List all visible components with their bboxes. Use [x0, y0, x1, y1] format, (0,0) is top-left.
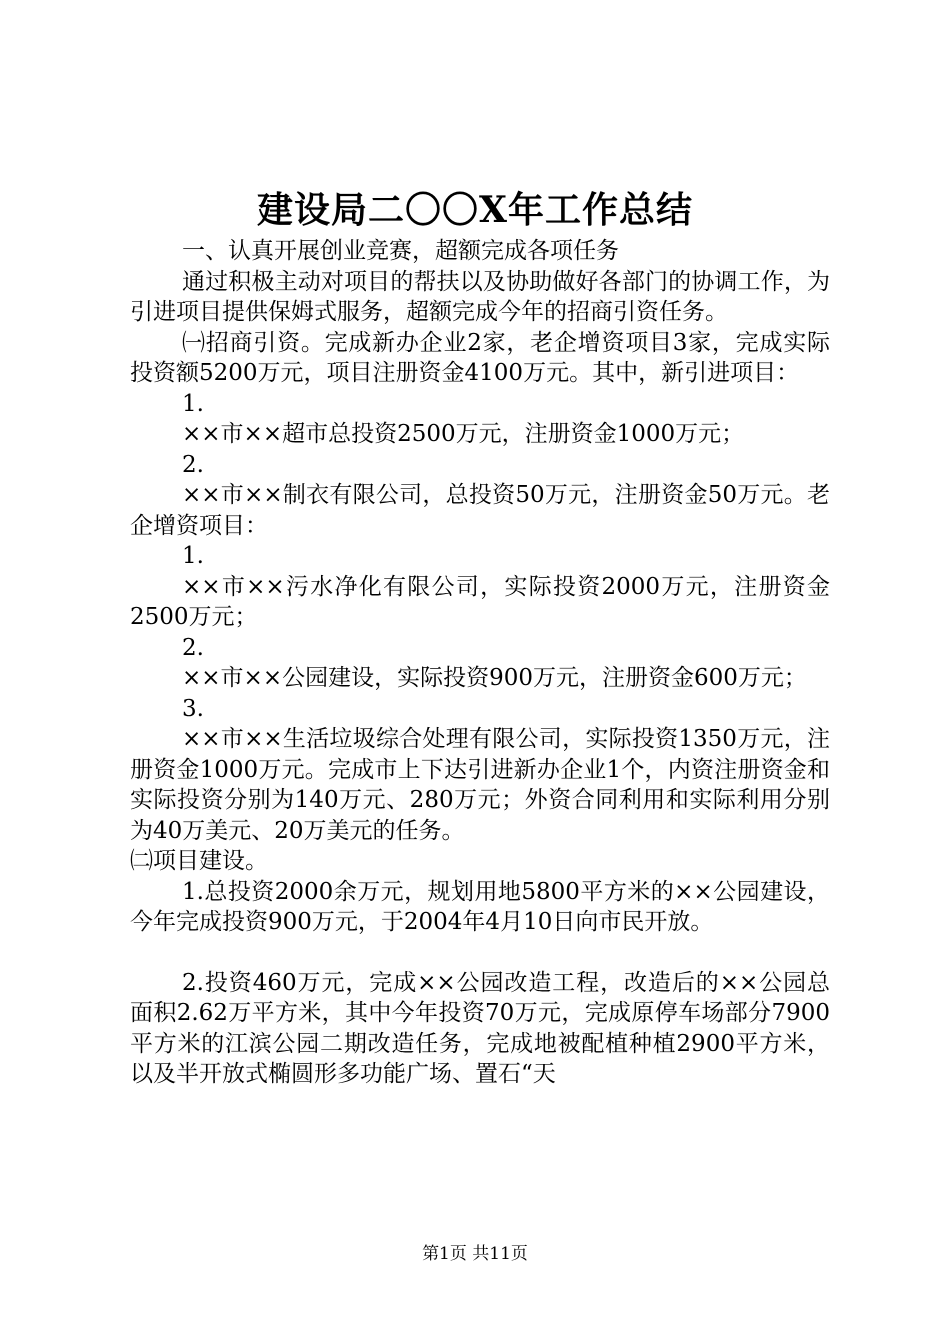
list-item: ××市××制衣有限公司，总投资50万元，注册资金50万元。老企增资项目： — [130, 482, 830, 539]
list-number: 2. — [182, 634, 204, 661]
list-item: ××市××公园建设，实际投资900万元，注册资金600万元； — [182, 665, 807, 691]
page-footer: 第1页 共11页 — [422, 1244, 528, 1264]
paragraph: 1.总投资2000余万元，规划用地5800平方米的××公园建设，今年完成投资900万元，于2004年4月10日向市民开放。 — [130, 878, 830, 935]
paragraph-gap — [130, 938, 830, 968]
paragraph: ㈠招商引资。完成新办企业2家，老企增资项目3家，完成实际投资额5200万元，项目注册资金4100万元。其中，新引进项目： — [130, 329, 830, 386]
list-number: 1. — [182, 390, 204, 417]
section-heading: 一、认真开展创业竞赛，超额完成各项任务 — [182, 238, 619, 264]
paragraph: 2.投资460万元，完成××公园改造工程，改造后的××公园总面积2.62万平方米，其中今年投资70万元，完成原停车场部分7900平方米的江滨公园二期改造任务，完成地被配植种植2900平方米，以及半开放式椭圆形多功能广场、置石“天 — [130, 969, 830, 1087]
list-item: ××市××污水净化有限公司，实际投资2000万元，注册资金2500万元； — [130, 573, 830, 630]
list-number: 2. — [182, 451, 204, 478]
list-number: 3. — [182, 695, 204, 722]
list-item: ××市××生活垃圾综合处理有限公司，实际投资1350万元，注册资金1000万元。完成市上下达引进新办企业1个，内资注册资金和实际投资分别为140万元、280万元；外资合同利用和实际利用分别为40万美元、20万美元的任务。 — [130, 726, 830, 844]
document-title: 建设局二〇〇X年工作总结 — [257, 189, 693, 231]
subsection-heading: ㈡项目建设。 — [130, 848, 268, 874]
document-body — [130, 236, 830, 1090]
list-item: ××市××超市总投资2500万元，注册资金1000万元； — [182, 421, 745, 447]
paragraph: 通过积极主动对项目的帮扶以及协助做好各部门的协调工作，为引进项目提供保姆式服务，超额完成今年的招商引资任务。 — [130, 268, 830, 325]
list-number: 1. — [182, 543, 204, 569]
